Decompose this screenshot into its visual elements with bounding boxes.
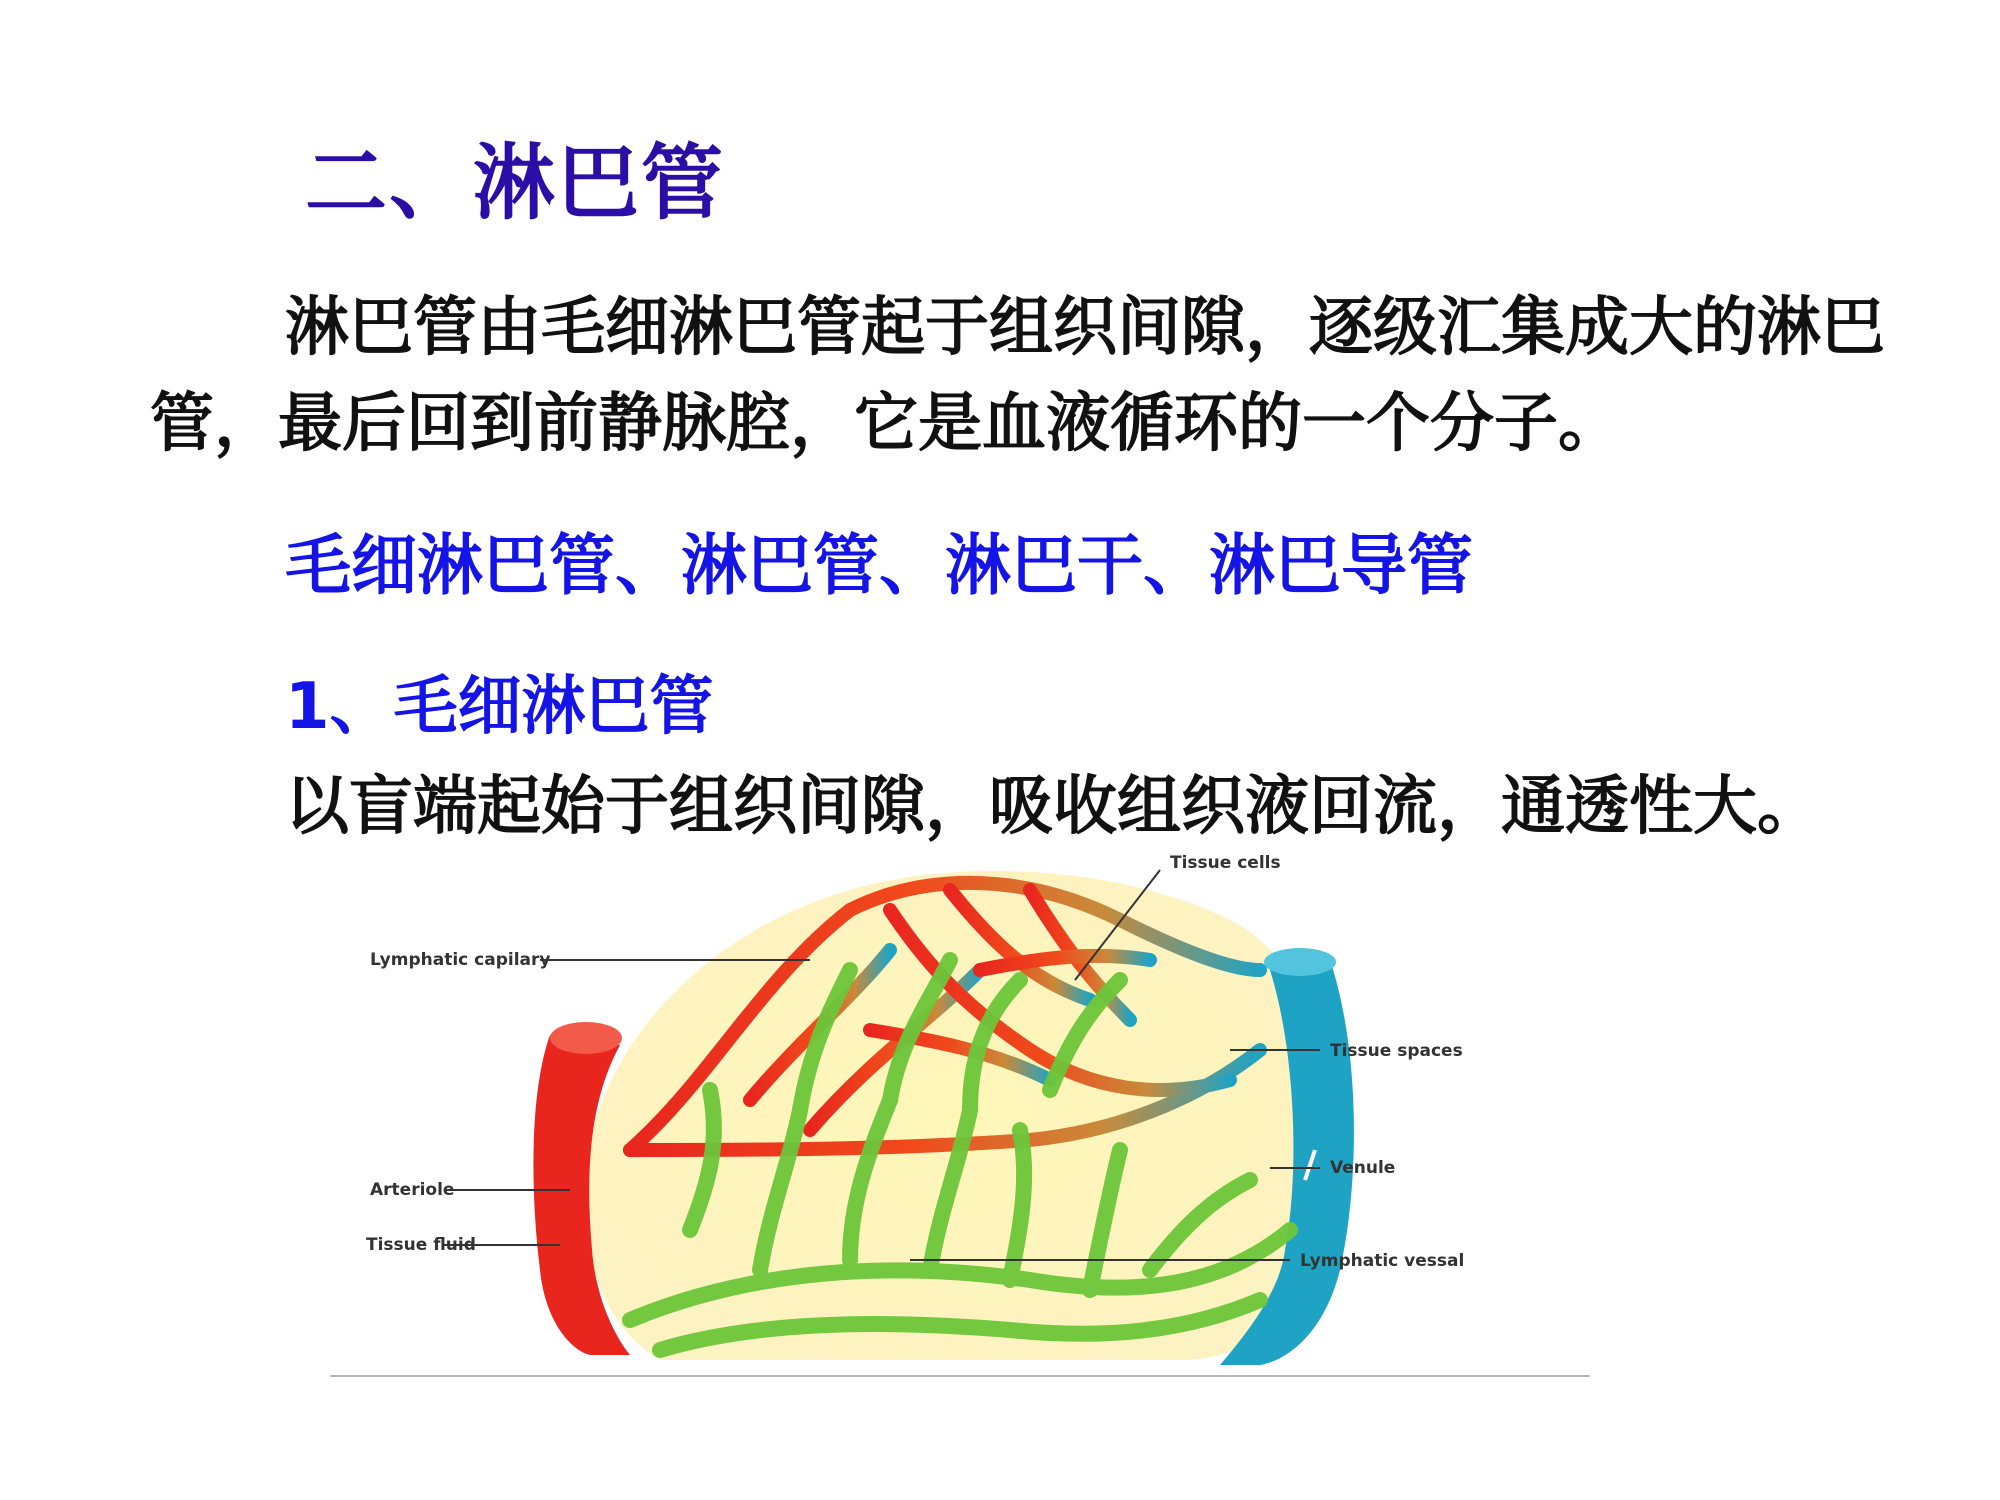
vessel-types-line: 毛细淋巴管、淋巴管、淋巴干、淋巴导管 [285, 527, 1473, 604]
label-lymphatic-vessel: Lymphatic vessal [1300, 1251, 1465, 1271]
label-tissue-cells: Tissue cells [1170, 853, 1281, 873]
slide-title: 二、淋巴管 [305, 136, 726, 231]
label-lymphatic-capillary: Lymphatic capilary [370, 950, 551, 970]
bottom-divider [330, 1375, 1590, 1377]
section-text: 以盲端起始于组织间隙，吸收组织液回流，通透性大。 [285, 770, 1821, 844]
intro-paragraph: 淋巴管由毛细淋巴管起于组织间隙，逐级汇集成大的淋巴管，最后回到前静脉腔，它是血液循环的一个分子。 [150, 291, 1885, 461]
section-heading: 1、毛细淋巴管 [285, 670, 714, 744]
label-tissue-spaces: Tissue spaces [1330, 1041, 1463, 1061]
label-tissue-fluid: Tissue fluid [366, 1235, 476, 1255]
lymphatic-capillary-diagram [330, 850, 1610, 1380]
label-venule: Venule [1330, 1158, 1396, 1178]
label-arteriole: Arteriole [370, 1180, 455, 1200]
